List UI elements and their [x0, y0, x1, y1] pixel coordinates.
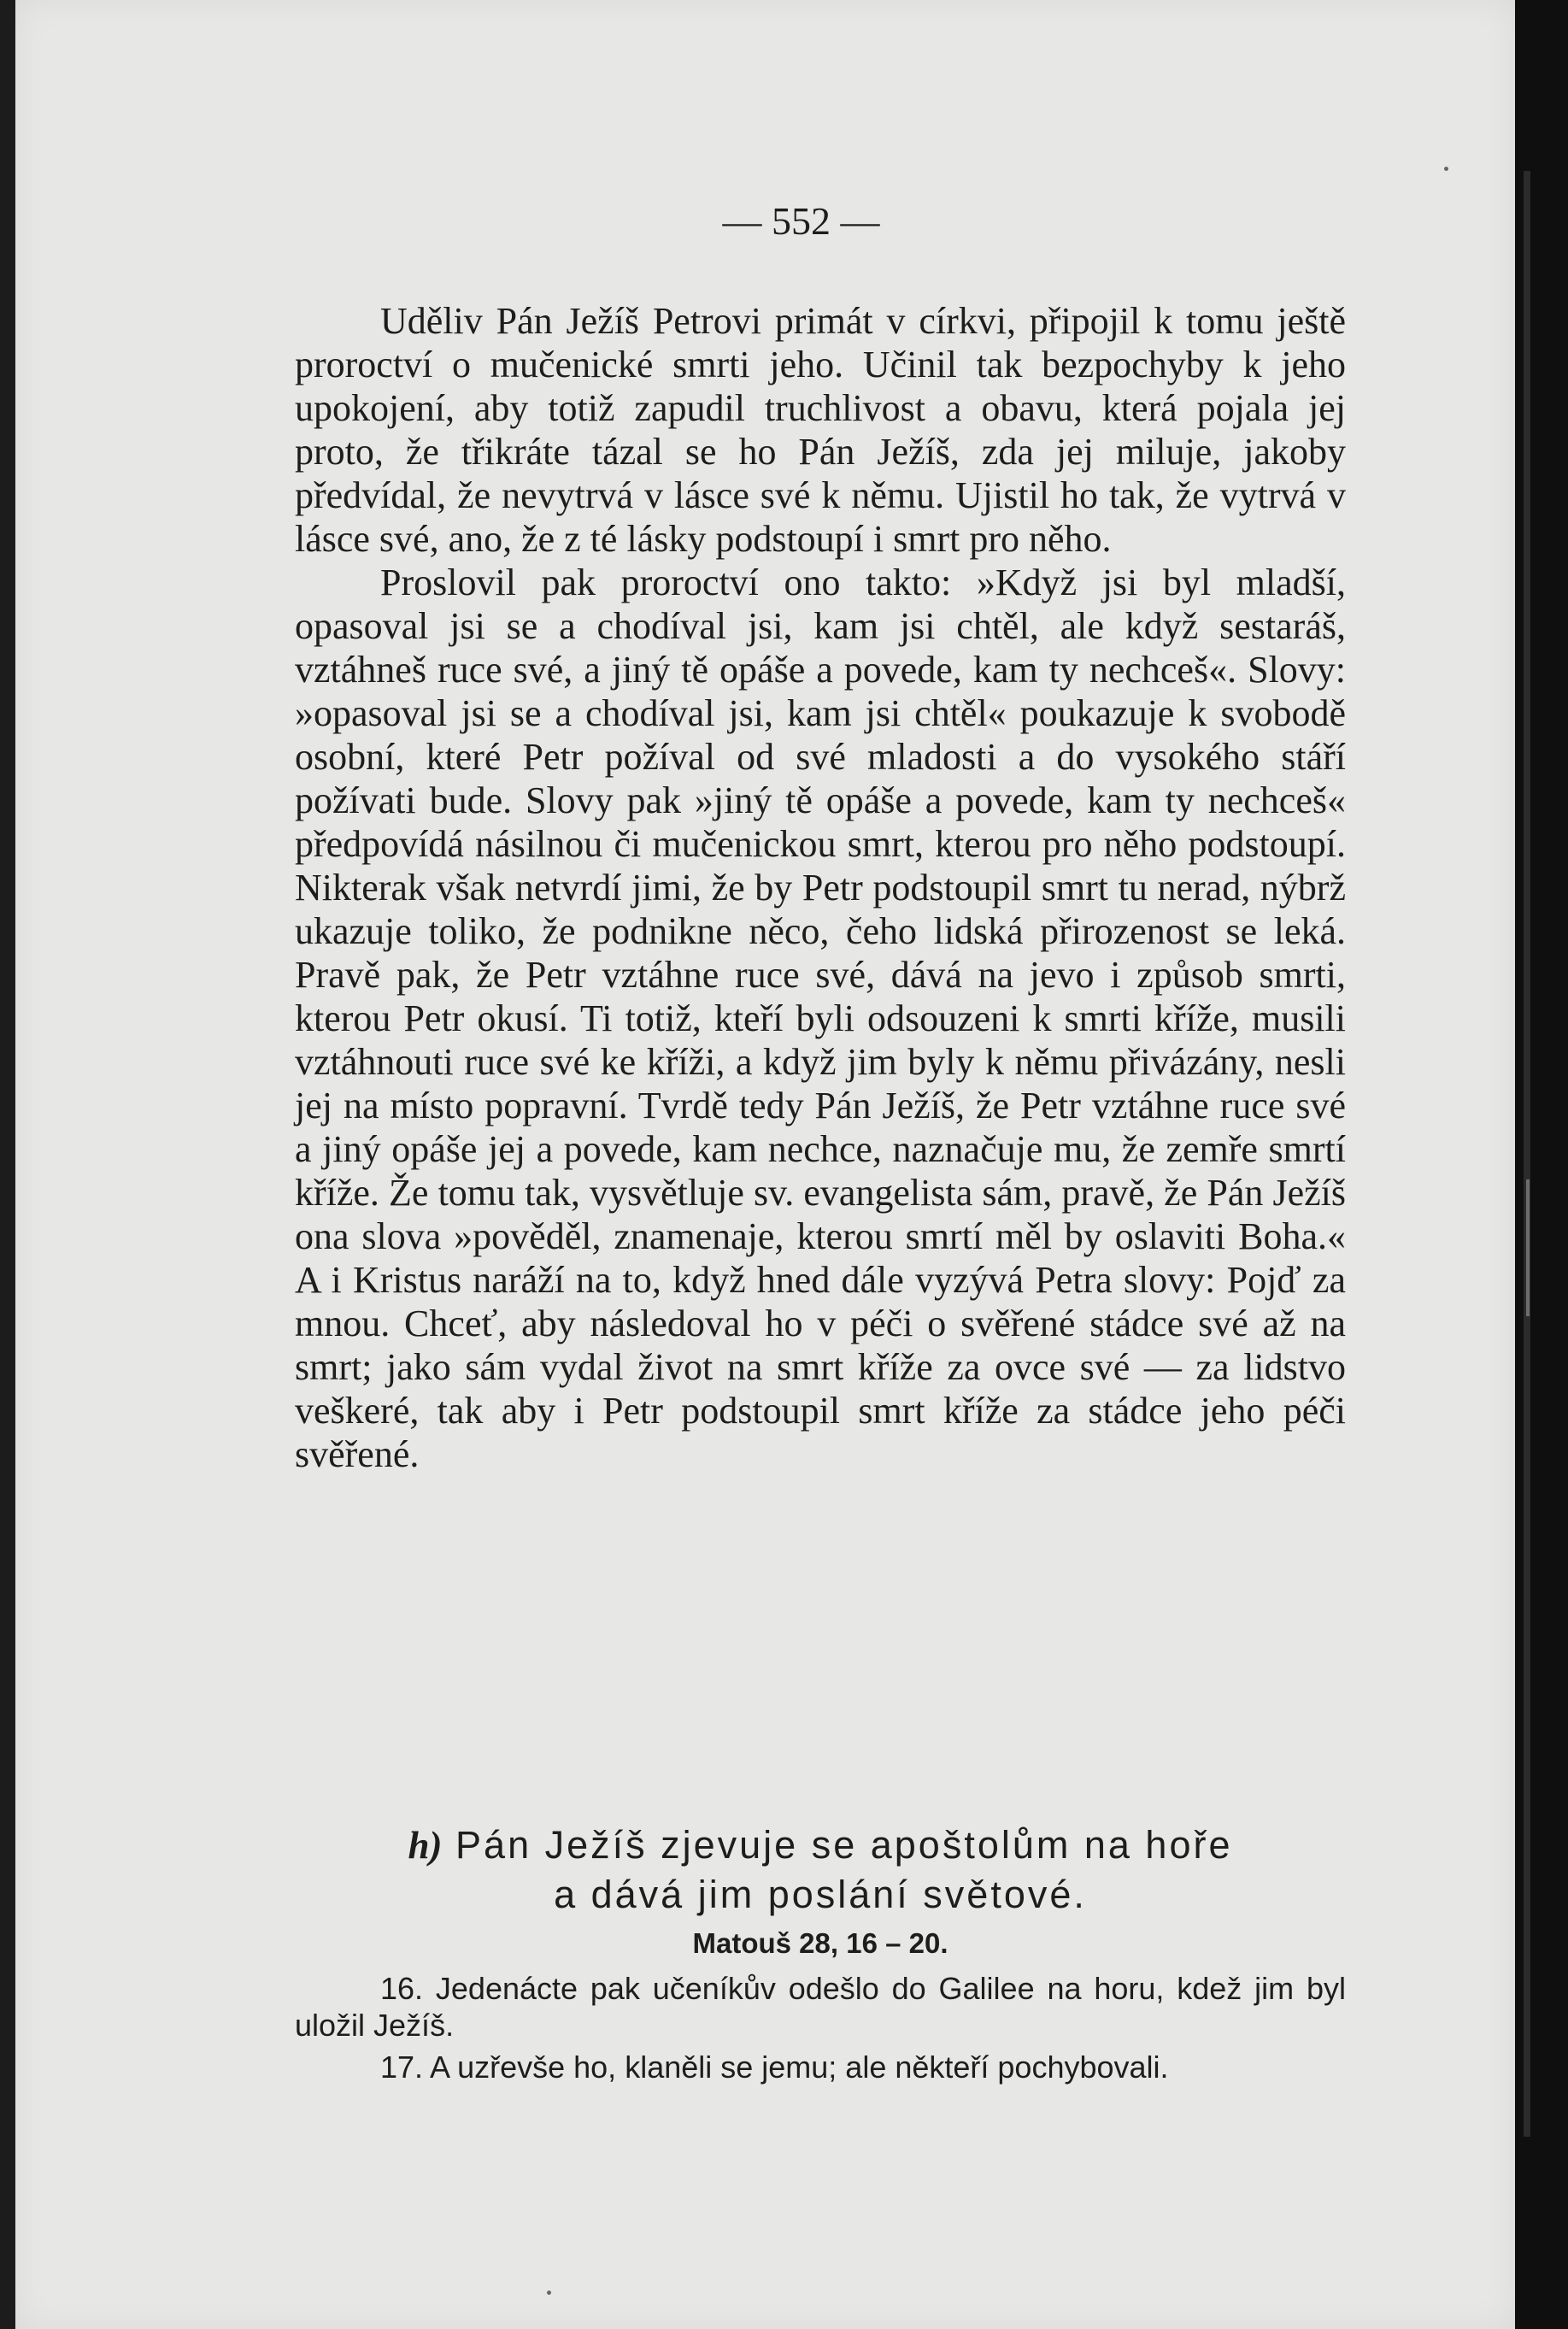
- scan-speck: [547, 2291, 551, 2295]
- verse-17: 17. A uzřevše ho, klaněli se jemu; ale někteří pochybovali.: [380, 2050, 1169, 2085]
- section-title-line2: a dává jim poslání světové.: [554, 1873, 1087, 1916]
- page-edge: [1524, 171, 1530, 2137]
- verse-list: [295, 1970, 1346, 2091]
- bible-reference: Matouš 28, 16 – 20.: [692, 1927, 948, 1959]
- verse-16: 16. Jedenácte pak učeníkův odešlo do Galilee na horu, kdež jim byl uložil Ježíš.: [295, 1971, 1346, 2043]
- paragraph-2: Proslovil pak proroctví ono takto: »Když jsi byl mladší, opasoval jsi se a chodíval jsi, kam jsi chtěl, ale když sestaráš, vztáhneš ruce své, a jiný tě opáše a povede, kam ty nechceš«. Slovy: »opasoval jsi se a chodíval jsi, kam jsi chtěl« poukazuje k svobodě osobní, které Petr požíval od své mladosti a do vysokého stáří požívati bude. Slovy pak »jiný tě opáše a povede, kam ty nechceš« předpovídá násilnou či mučenickou smrt, kterou pro něho podstoupí. Nikterak však netvrdí jimi, že by Petr podstoupil smrt tu nerad, nýbrž ukazuje toliko, že podnikne něco, čeho lidská přirozenost se leká. Pravě pak, že Petr vztáhne ruce své, dává na jevo i způsob smrti, kterou Petr okusí. Ti totiž, kteří byli odsouzeni k smrti kříže, musili vztáhnouti ruce své ke kříži, a když jim byly k němu přivázány, nesli jej na místo popravní. Tvrdě tedy Pán Ježíš, že Petr vztáhne ruce své a jiný opáše jej a povede, kam nechce, naznačuje mu, že zemře smrtí kříže. Že tomu tak, vysvětluje sv. evangelista sám, pravě, že Pán Ježíš ona slova »pověděl, znamenaje, kterou smrtí měl by oslaviti Boha.« A i Kristus naráží na to, když hned dále vyzývá Petra slovy: Pojď za mnou. Chceť, aby následoval ho v péči o svěřené stádce své až na smrt; jako sám vydal život na smrt kříže za ovce své — za lidstvo veškeré, tak aby i Petr podstoupil smrt kříže za stádce jeho péči svěřené.: [295, 562, 1346, 1475]
- page-edge-highlight: [1526, 1179, 1530, 1316]
- paragraph-1: Uděliv Pán Ježíš Petrovi primát v církvi, připojil k tomu ještě proroctví o mučenické smrti jeho. Učinil tak bezpochyby k jeho upokojení, aby totiž zapudil truchlivost a obavu, která pojala jej proto, že třikráte tázal se ho Pán Ježíš, zda jej miluje, jakoby předvídal, že nevytrvá v lásce své k němu. Ujistil ho tak, že vytrvá v lásce své, ano, že z té lásky podstoupí i smrt pro něho.: [295, 300, 1346, 560]
- section-heading: [295, 1820, 1346, 1920]
- page-number: — 552 —: [722, 199, 880, 243]
- section-label: h): [408, 1824, 443, 1867]
- scan-speck: [1444, 167, 1448, 171]
- body-text: [295, 299, 1346, 1476]
- section-title-line1: Pán Ježíš zjevuje se apoštolům na hoře: [455, 1823, 1233, 1867]
